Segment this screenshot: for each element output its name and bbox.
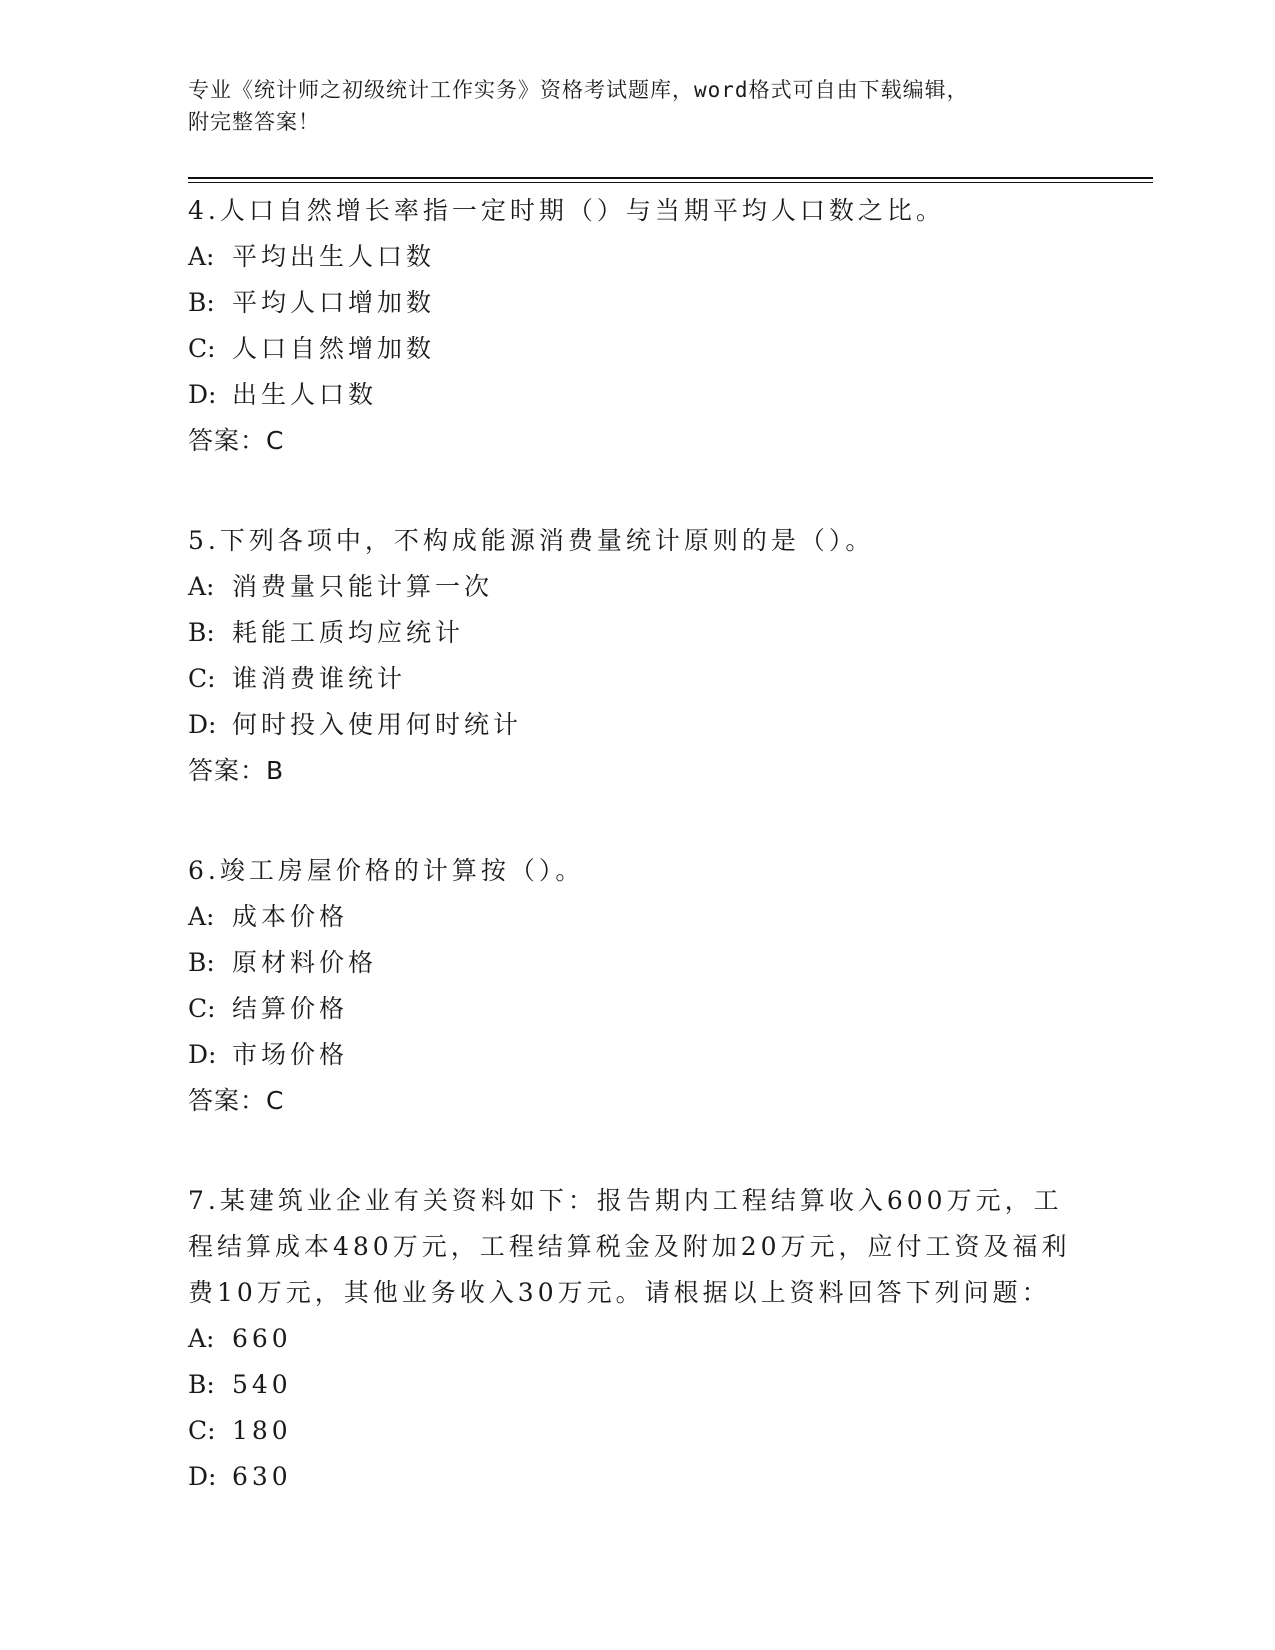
option-text: 结算价格 bbox=[232, 994, 349, 1023]
question-6 bbox=[188, 848, 1088, 1124]
question-4 bbox=[188, 188, 1088, 464]
option-key: D: bbox=[188, 1040, 217, 1069]
option-text: 人口自然增加数 bbox=[232, 334, 436, 363]
option-text: 540 bbox=[232, 1370, 292, 1399]
question-stem: 4.人口自然增长率指一定时期（）与当期平均人口数之比。 bbox=[188, 196, 945, 225]
question-stem: 5.下列各项中，不构成能源消费量统计原则的是（）。 bbox=[188, 526, 875, 555]
option-b bbox=[188, 940, 1088, 986]
option-text: 谁消费谁统计 bbox=[232, 664, 407, 693]
option-text: 180 bbox=[232, 1416, 292, 1445]
option-key: D: bbox=[188, 380, 217, 409]
option-key: B: bbox=[188, 288, 215, 317]
option-b bbox=[188, 280, 1088, 326]
option-text: 平均出生人口数 bbox=[232, 242, 436, 271]
option-text: 平均人口增加数 bbox=[232, 288, 436, 317]
option-key: B: bbox=[188, 1370, 215, 1399]
option-c bbox=[188, 326, 1088, 372]
header-line-1: 专业《统计师之初级统计工作实务》资格考试题库，word格式可自由下载编辑， bbox=[188, 78, 969, 102]
option-b bbox=[188, 1362, 1088, 1408]
option-text: 出生人口数 bbox=[232, 380, 378, 409]
option-text: 成本价格 bbox=[232, 902, 349, 931]
question-stem: 6.竣工房屋价格的计算按（）。 bbox=[188, 856, 585, 885]
option-a bbox=[188, 564, 1088, 610]
header-divider-thin bbox=[188, 182, 1153, 183]
option-key: C: bbox=[188, 334, 216, 363]
question-list bbox=[188, 188, 1088, 1554]
option-key: C: bbox=[188, 1416, 216, 1445]
option-text: 耗能工质均应统计 bbox=[232, 618, 465, 647]
document-header bbox=[188, 74, 1088, 138]
option-text: 原材料价格 bbox=[232, 948, 378, 977]
option-c bbox=[188, 1408, 1088, 1454]
option-d bbox=[188, 1032, 1088, 1078]
option-a bbox=[188, 1316, 1088, 1362]
answer-line: 答案：C bbox=[188, 426, 285, 455]
header-line-2: 附完整答案！ bbox=[188, 110, 320, 134]
answer-line: 答案：B bbox=[188, 756, 285, 785]
option-b bbox=[188, 610, 1088, 656]
option-text: 市场价格 bbox=[232, 1040, 349, 1069]
option-d bbox=[188, 1454, 1088, 1500]
answer-line: 答案：C bbox=[188, 1086, 285, 1115]
option-a bbox=[188, 234, 1088, 280]
option-text: 660 bbox=[232, 1324, 292, 1353]
option-key: A: bbox=[188, 1324, 215, 1353]
option-key: C: bbox=[188, 664, 216, 693]
option-d bbox=[188, 702, 1088, 748]
question-stem: 7.某建筑业企业有关资料如下：报告期内工程结算收入600万元，工程结算成本480万元，工程结算税金及附加20万元，应付工资及福利费10万元，其他业务收入30万元。请根据以上资料回答下列问题： bbox=[188, 1186, 1071, 1307]
header-divider-thick bbox=[188, 177, 1153, 179]
option-d bbox=[188, 372, 1088, 418]
option-key: A: bbox=[188, 572, 215, 601]
option-c bbox=[188, 656, 1088, 702]
option-key: A: bbox=[188, 902, 215, 931]
option-text: 何时投入使用何时统计 bbox=[232, 710, 523, 739]
option-text: 消费量只能计算一次 bbox=[232, 572, 494, 601]
option-key: D: bbox=[188, 710, 217, 739]
question-7 bbox=[188, 1178, 1088, 1500]
option-a bbox=[188, 894, 1088, 940]
option-key: D: bbox=[188, 1462, 217, 1491]
option-key: B: bbox=[188, 948, 215, 977]
option-c bbox=[188, 986, 1088, 1032]
option-key: C: bbox=[188, 994, 216, 1023]
option-text: 630 bbox=[232, 1462, 292, 1491]
option-key: B: bbox=[188, 618, 215, 647]
question-5 bbox=[188, 518, 1088, 794]
option-key: A: bbox=[188, 242, 215, 271]
